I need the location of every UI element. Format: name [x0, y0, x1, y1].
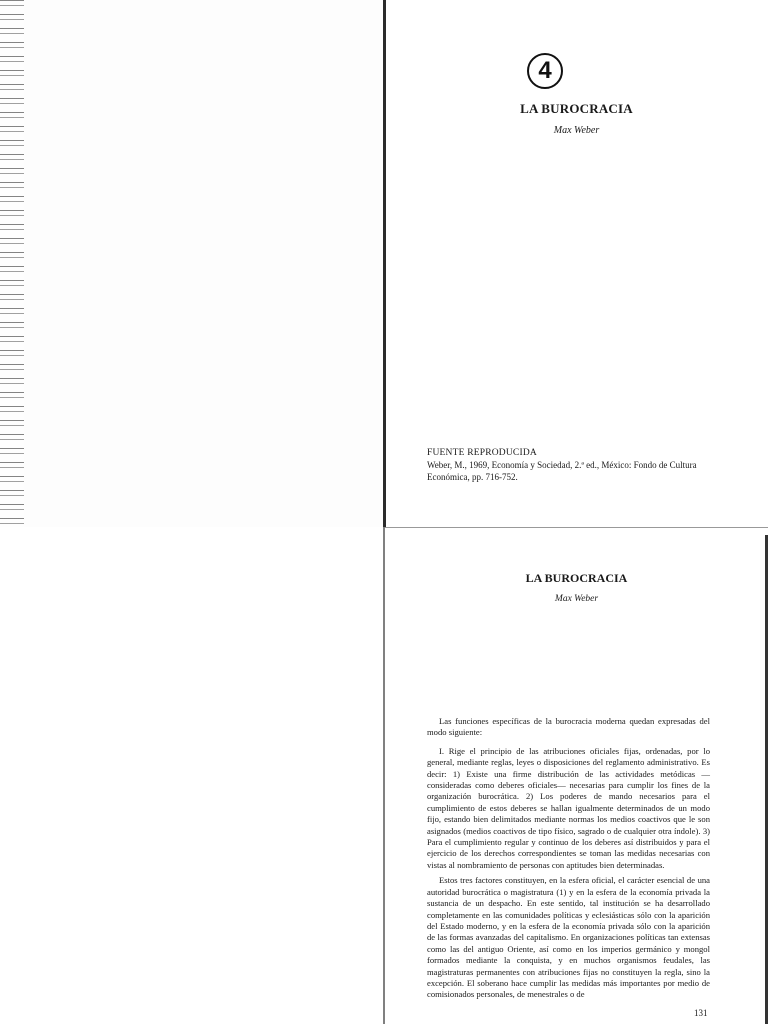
page-edge-artifacts	[0, 0, 24, 527]
body-paragraph: Estos tres factores constituyen, en la esfera oficial, el carácter esencial de una autoridad burocrática o magistratura (1) y en la esfera de la economía privada la sustancia de un despacho. En este sentido, tal institución se ha desarrollado completamente en las comunidades políticas y eclesiásticas sólo con la aparición del Estado moderno, y en la esfera de la economía privada sólo con la aparición de las formas avanzadas del capitalismo. En organizaciones políticas tan extensas como las del antiguo Oriente, así como en los imperios germánico y mongol formados mediante la conquista, y en muchos organismos feudales, las magistraturas permanentes con atribuciones fijas no constituyen la regla, sino la excepción. El soberano hace cumplir las medidas más importantes por medio de comisionados personales, de menestrales o de	[427, 875, 710, 1000]
page-number: 131	[694, 1008, 708, 1018]
body-paragraph: Las funciones específicas de la burocracia moderna quedan expresadas del modo siguiente:	[427, 716, 710, 738]
source-block	[427, 447, 717, 483]
article-title: LA BUROCRACIA	[525, 571, 628, 585]
chapter-number: 4	[538, 57, 552, 84]
source-citation: Weber, M., 1969, Economía y Sociedad, 2.ª ed., México: Fondo de Cultura Económica, pp. 716-752.	[427, 460, 697, 482]
article-body	[427, 716, 710, 1005]
article-author: Max Weber	[554, 594, 599, 604]
chapter-number-badge	[527, 53, 563, 89]
body-paragraph: I. Rige el principio de las atribuciones oficiales fijas, ordenadas, por lo general, mediante reglas, leyes o disposiciones del reglamento administrativo. Es decir: 1) Existe una firme distribución de las actividades metódicas —consideradas como deberes oficiales— necesarias para cumplir los fines de la organización burocrática. 2) Los poderes de mando necesarios para el cumplimiento de estos deberes se hallan igualmente determinados de un modo fijo, estando bien delimitados mediante normas los medios coactivos que le son asignados (medios coactivos de tipo físico, sagrado o de cualquier otra índole). 3) Para el cumplimiento regular y continuo de los deberes así distribuidos y para el ejercicio de los derechos correspondientes se toman las medidas necesarias con vistas al nombramiento de personas con aptitudes bien determinadas.	[427, 745, 710, 870]
chapter-title: LA BUROCRACIA	[520, 101, 633, 116]
blank-left-page	[0, 0, 385, 527]
source-heading: FUENTE REPRODUCIDA	[427, 448, 537, 458]
chapter-author: Max Weber	[553, 125, 600, 136]
page-fold-top	[383, 0, 386, 527]
page-divider	[385, 527, 768, 528]
